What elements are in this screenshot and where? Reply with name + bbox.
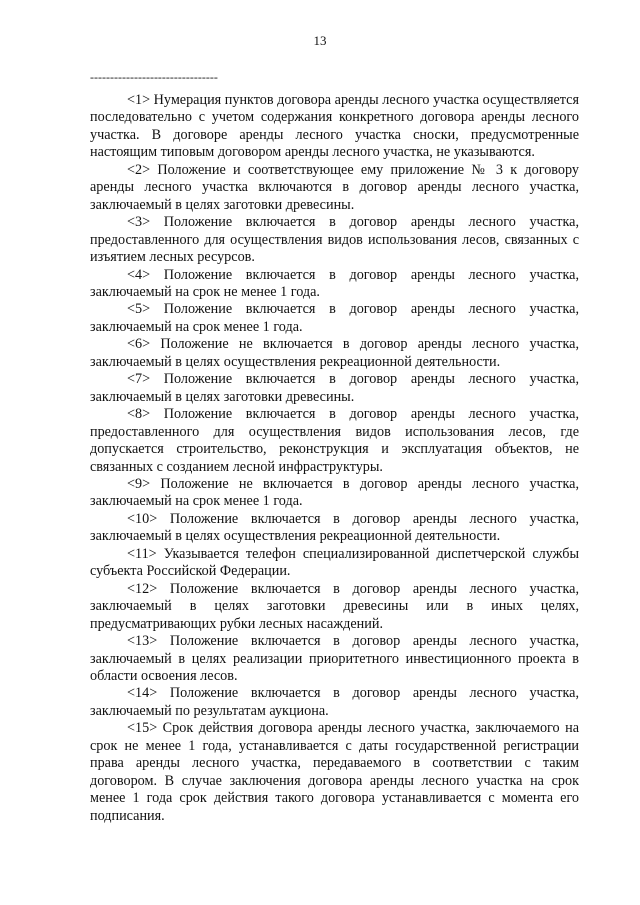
- footnote-6: <6> Положение не включается в договор аренды лесного участка, заключаемый в целях осуществления рекреационной деятельности.: [90, 336, 579, 370]
- page-number: 13: [313, 33, 327, 48]
- footnote-9: <9> Положение не включается в договор аренды лесного участка, заключаемый на срок менее 1 года.: [90, 475, 579, 510]
- footnote-12: <12> Положение включается в договор аренды лесного участка, заключаемый в целях заготовки древесины или в иных целях, предусматривающих рубки лесных насаждений.: [90, 580, 579, 632]
- footnote-1: <1> Нумерация пунктов договора аренды лесного участка осуществляется последовательно с учетом содержания конкретного договора аренды лесного участка. В договоре аренды лесного участка сноски, предусмотренные настоящим типовым договором аренды лесного участка, не указываются.: [90, 92, 579, 161]
- footnote-7: <7> Положение включается в договор аренды лесного участка, заключаемый в целях заготовки древесины.: [90, 371, 579, 405]
- footnote-14: <14> Положение включается в договор аренды лесного участка, заключаемый по результатам аукциона.: [90, 685, 579, 719]
- footnotes-list: [90, 92, 579, 825]
- footnote-2: <2> Положение и соответствующее ему приложение № 3 к договору аренды лесного участка включаются в договор аренды лесного участка, заключаемый в целях заготовки древесины.: [90, 161, 579, 213]
- footnote-8: <8> Положение включается в договор аренды лесного участка, предоставленного для осуществления видов использования лесов, где допускается строительство, реконструкция и эксплуатация объектов, не связанных с созданием лесной инфраструктуры.: [90, 406, 579, 475]
- footnote-3: <3> Положение включается в договор аренды лесного участка, предоставленного для осуществления видов использования лесов, связанных с изъятием лесных ресурсов.: [90, 214, 579, 266]
- footnote-4: <4> Положение включается в договор аренды лесного участка, заключаемый на срок не менее 1 года.: [90, 266, 579, 300]
- footnote-15: <15> Срок действия договора аренды лесного участка, заключаемого на срок не менее 1 года, устанавливается с даты государственной регистрации права аренды лесного участка, передаваемого в соответствии с таким договором. В случае заключения договора аренды лесного участка на срок менее 1 года срок действия такого договора устанавливается с момента его подписания.: [90, 720, 579, 824]
- footnote-11: <11> Указывается телефон специализированной диспетчерской службы субъекта Российской Федерации.: [90, 545, 579, 580]
- footnote-10: <10> Положение включается в договор аренды лесного участка, заключаемый в целях осуществления рекреационной деятельности.: [90, 510, 579, 545]
- footnote-13: <13> Положение включается в договор аренды лесного участка, заключаемый в целях реализации приоритетного инвестиционного проекта в области освоения лесов.: [90, 633, 579, 684]
- footnote-separator: --------------------------------: [90, 70, 218, 84]
- footnote-5: <5> Положение включается в договор аренды лесного участка, заключаемый на срок менее 1 года.: [90, 301, 579, 335]
